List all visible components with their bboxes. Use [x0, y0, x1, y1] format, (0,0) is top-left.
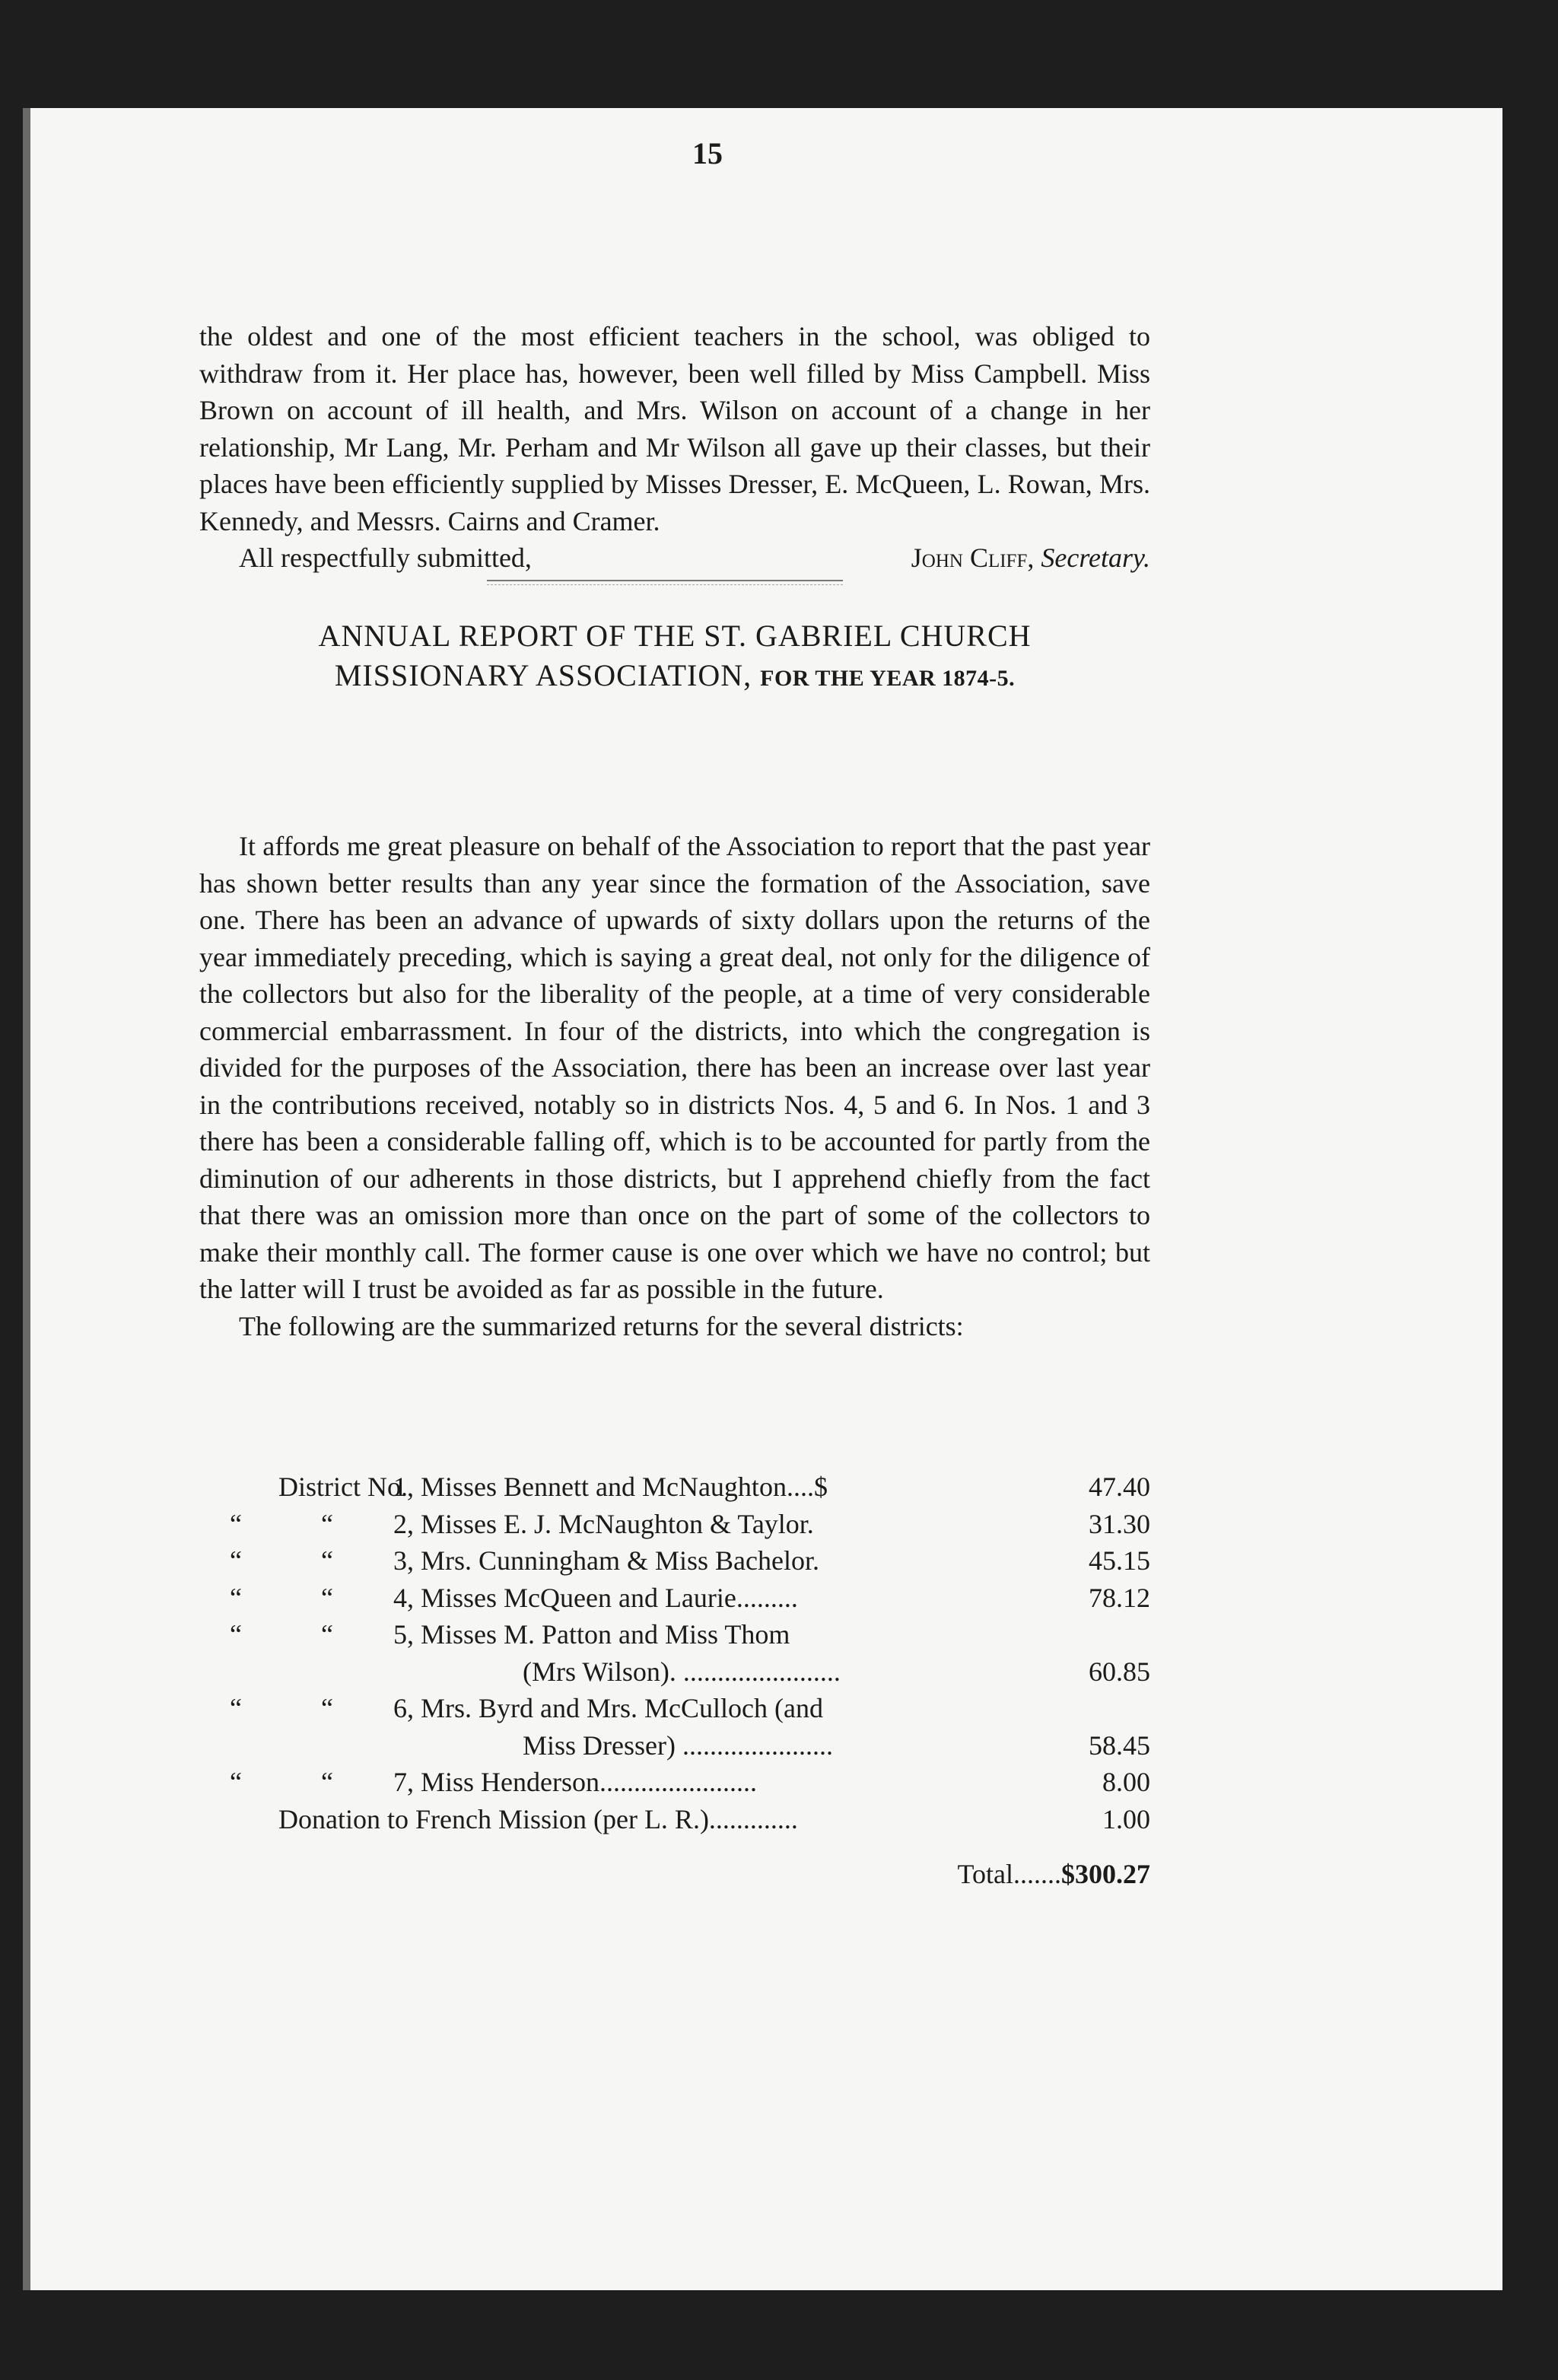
heading-line-2 [199, 656, 1150, 698]
table-row [199, 1616, 1150, 1653]
ditto-mark: “ [321, 1767, 333, 1797]
donation-label: Donation to French Mission (per L. R.)............. [278, 1803, 798, 1834]
row-lead: District No. [278, 1472, 408, 1502]
table-row [199, 1468, 1150, 1506]
table-row [199, 1764, 1150, 1801]
donation-row [199, 1801, 1150, 1838]
ditto-mark: “ [321, 1693, 333, 1723]
ditto-mark: “ [230, 1693, 242, 1723]
intro-section [199, 318, 1150, 577]
table-row [199, 1727, 1150, 1764]
signature [911, 539, 1150, 577]
total-amount: $300.27 [1061, 1859, 1150, 1889]
table-row [199, 1506, 1150, 1543]
total-label: Total....... [957, 1859, 1061, 1889]
intro-paragraph: the oldest and one of the most efficient teachers in the school, was obliged to withdraw from it. Her place has, however, been well filled by Miss Campbell. Miss Brown on account of ill health, and Mrs. Wilson on account of a change in her relationship, Mr Lang, Mr. Perham and Mr Wilson all gave up their classes, but their places have been efficiently supplied by Misses Dresser, E. McQueen, L. Rowan, Mrs. Kennedy, and Messrs. Cairns and Cramer. [199, 321, 1150, 536]
ditto-mark: “ [230, 1508, 242, 1539]
page-number: 15 [692, 136, 723, 170]
ditto-mark: “ [230, 1619, 242, 1650]
row-amount: 8.00 [1102, 1767, 1150, 1797]
ditto-mark: “ [321, 1582, 333, 1613]
heading-line-1: ANNUAL REPORT OF THE ST. GABRIEL CHURCH [318, 619, 1032, 653]
row-body: 3, Mrs. Cunningham & Miss Bachelor. [393, 1545, 819, 1576]
signature-name: John Cliff, [911, 542, 1035, 573]
report-paragraph-2: The following are the summarized returns for the several districts: [239, 1310, 964, 1341]
row-body-continued: Miss Dresser) ...................... [523, 1729, 833, 1761]
ditto-mark: “ [230, 1582, 242, 1613]
section-divider-dashed [487, 584, 843, 585]
ditto-mark: “ [230, 1767, 242, 1797]
ditto-mark: “ [321, 1545, 333, 1576]
row-body-continued: (Mrs Wilson). ....................... [523, 1656, 841, 1687]
row-body: 1, Misses Bennett and McNaughton....$ [393, 1472, 828, 1502]
returns-table [199, 1468, 1150, 1893]
closing-text: All respectfully submitted, [239, 542, 532, 573]
report-paragraph-1: It affords me great pleasure on behalf of the Association to report that the past year has shown better results than any year since the formation of the Association, save one. There has been an advance of upwards of sixty dollars upon the returns of the year immediately preceding, which is saying a great deal, not only for the diligence of the collectors but also for the liberality of the people, at a time of very considerable commercial embarrassment. In four of the districts, into which the congregation is divided for the purposes of the Association, there has been an increase over last year in the contributions received, notably so in districts Nos. 4, 5 and 6. In Nos. 1 and 3 there has been a considerable falling off, which is to be accounted for partly from the diminution of our adherents in those districts, but I apprehend chiefly from the fact that there was an omission more than once on the part of some of the collectors to make their monthly call. The former cause is one over which we have no control; but the latter will I trust be avoided as far as possible in the future. [199, 831, 1150, 1304]
row-amount: 78.12 [1089, 1582, 1150, 1613]
donation-amount: 1.00 [1102, 1803, 1150, 1834]
row-amount: 58.45 [1089, 1729, 1150, 1761]
ditto-mark: “ [321, 1619, 333, 1650]
row-lead [199, 1542, 393, 1580]
table-row [199, 1542, 1150, 1580]
row-amount: 47.40 [1089, 1472, 1150, 1502]
section-divider [487, 580, 843, 581]
heading-line-2-main: MISSIONARY ASSOCIATION, [334, 658, 752, 692]
heading-line-2-suffix: FOR THE YEAR 1874-5. [760, 666, 1016, 691]
table-row [199, 1580, 1150, 1617]
ditto-mark: “ [230, 1545, 242, 1576]
row-body: 7, Miss Henderson....................... [393, 1767, 757, 1797]
row-amount: 31.30 [1089, 1508, 1150, 1539]
row-lead [199, 1690, 393, 1727]
row-amount: 60.85 [1089, 1656, 1150, 1687]
row-lead [199, 1506, 393, 1543]
signature-line [199, 539, 1150, 577]
report-heading [199, 616, 1150, 698]
row-body: 2, Misses E. J. McNaughton & Taylor. [393, 1508, 814, 1539]
ditto-mark: “ [321, 1508, 333, 1539]
signature-title: Secretary. [1041, 542, 1150, 573]
row-body: 4, Misses McQueen and Laurie......... [393, 1582, 798, 1613]
row-lead [199, 1764, 393, 1801]
table-row [199, 1690, 1150, 1727]
table-row [199, 1653, 1150, 1691]
total-row [199, 1856, 1150, 1893]
row-lead [199, 1616, 393, 1653]
row-amount: 45.15 [1089, 1545, 1150, 1576]
row-body: 6, Mrs. Byrd and Mrs. McCulloch (and [393, 1693, 823, 1723]
row-lead [199, 1580, 393, 1617]
row-body: 5, Misses M. Patton and Miss Thom [393, 1619, 790, 1650]
report-body [199, 828, 1150, 1344]
